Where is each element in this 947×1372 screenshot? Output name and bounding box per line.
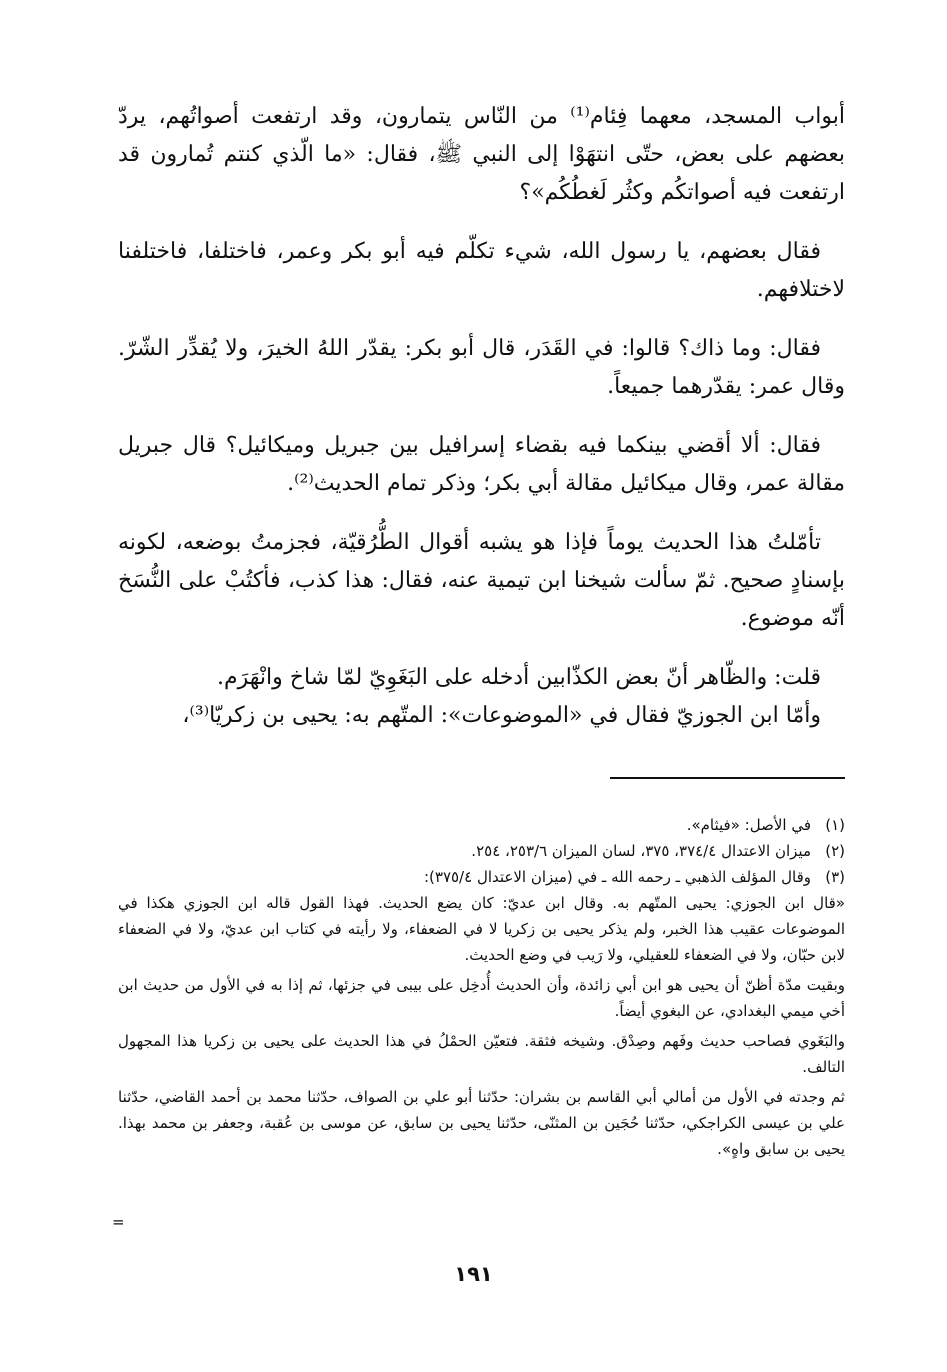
paragraph-1: أبواب المسجد، معهما فِئام⁽¹⁾ من النّاس يتمارون، وقد ارتفعت أصواتُهم، يردّ بعضهم على بعض، حتّى انتهَوْا إلى النبي ﷺ، فقال: «ما الّذي كنتم تُمارون قد ارتفعت فيه أصواتكُم وكثُر لَغطُكُم»؟ bbox=[118, 104, 845, 205]
footnote-item bbox=[118, 864, 845, 890]
footnote-quote-paragraph: وبقيت مدّة أظنّ أن يحيى هو ابن أبي زائدة، وأن الحديث أُدخِل على بيبى في جزئها، ثم إذا به في الأول من حديث ابن أخي ميمي البغدادي، عن البغوي أيضاً. bbox=[118, 976, 845, 1020]
paragraph-5: تأمّلتُ هذا الحديث يوماً فإذا هو يشبه أقوال الطُّرُقيّة، فجزمتُ بوضعه، لكونه بإسنادٍ صحيح. ثمّ سألت شيخنا ابن تيمية عنه، فقال: هذا كذب، فأكتُبْ على النُّسَخ أنّه موضوع. bbox=[118, 530, 845, 631]
footnote-number: (٢) bbox=[825, 842, 845, 860]
page-number: ١٩١ bbox=[454, 1262, 493, 1286]
paragraph-2: فقال بعضهم، يا رسول الله، شيء تكلّم فيه أبو بكر وعمر، فاختلفا، فاختلفنا لاختلافهم. bbox=[118, 239, 845, 302]
footnote-separator bbox=[610, 777, 845, 779]
paragraph-3: فقال: وما ذاك؟ قالوا: في القَدَر، قال أبو بكر: يقدّر اللهُ الخيرَ، ولا يُقدِّر الشّرّ. وقال عمر: يقدّرهما جميعاً. bbox=[118, 336, 845, 399]
footnote-quote-paragraph: ثم وجدته في الأول من أمالي أبي القاسم بن بشران: حدّثنا أبو علي بن الصواف، حدّثنا محمد بن أحمد القاضي، حدّثنا علي بن عيسى الكراجكي، حدّثنا حُجَين بن المثنّى، حدّثنا يحيى بن سابق، عن موسى بن عُقبة، وجعفر بن محمد بهذا. يحيى بن سابق واهٍ». bbox=[118, 1088, 845, 1158]
footnote-quote-paragraph: والبَغَوي فصاحب حديث وفَهم وصِدْق. وشيخه فثقة. فتعيّن الحمْلُ في هذا الحديث على يحيى بن زكريا هذا المجهول التالف. bbox=[118, 1032, 845, 1076]
footnote-item bbox=[118, 812, 845, 838]
paragraph-6: قلت: والظّاهر أنّ بعض الكذّابين أدخله على البَغَوِيّ لمّا شاخ وانْهَرَم. bbox=[217, 665, 821, 690]
footnote-item bbox=[118, 838, 845, 864]
continuation-mark: = bbox=[112, 1213, 125, 1231]
footnotes bbox=[118, 812, 845, 1164]
main-text bbox=[118, 98, 845, 735]
paragraph-7: وأمّا ابن الجوزيّ فقال في «الموضوعات»: المتّهم به: يحيى بن زكريّا⁽³⁾، bbox=[182, 703, 821, 728]
footnote-text: وقال المؤلف الذهبي ـ رحمه الله ـ في (ميزان الاعتدال ٣٧٥/٤): bbox=[423, 868, 811, 886]
footnote-number: (٣) bbox=[825, 868, 845, 886]
paragraph-4: فقال: ألا أقضي بينكما فيه بقضاء إسرافيل بين جبريل وميكائيل؟ قال جبريل مقالة عمر، وقال ميكائيل مقالة أبي بكر؛ وذكر تمام الحديث⁽²⁾. bbox=[118, 433, 845, 496]
footnote-quote-paragraph: «قال ابن الجوزي: يحيى المتّهم به. وقال ابن عديّ: كان يضع الحديث. فهذا القول قاله ابن الجوزي هكذا في الموضوعات عقيب هذا الخبر، ولم يذكر يحيى بن زكريا لا في الضعفاء، ولا رأيته في كتاب ابن عديّ، ولا في الضعفاء لابن حبّان، ولا في الضعفاء للعقيلي، ولا رَيب في وضع الحديث. bbox=[118, 894, 845, 964]
footnote-text: في الأصل: «فيثام». bbox=[686, 816, 811, 834]
footnote-number: (١) bbox=[825, 816, 845, 834]
footnote-text: ميزان الاعتدال ٣٧٤/٤، ٣٧٥، لسان الميزان ٢٥٣/٦، ٢٥٤. bbox=[471, 842, 811, 860]
